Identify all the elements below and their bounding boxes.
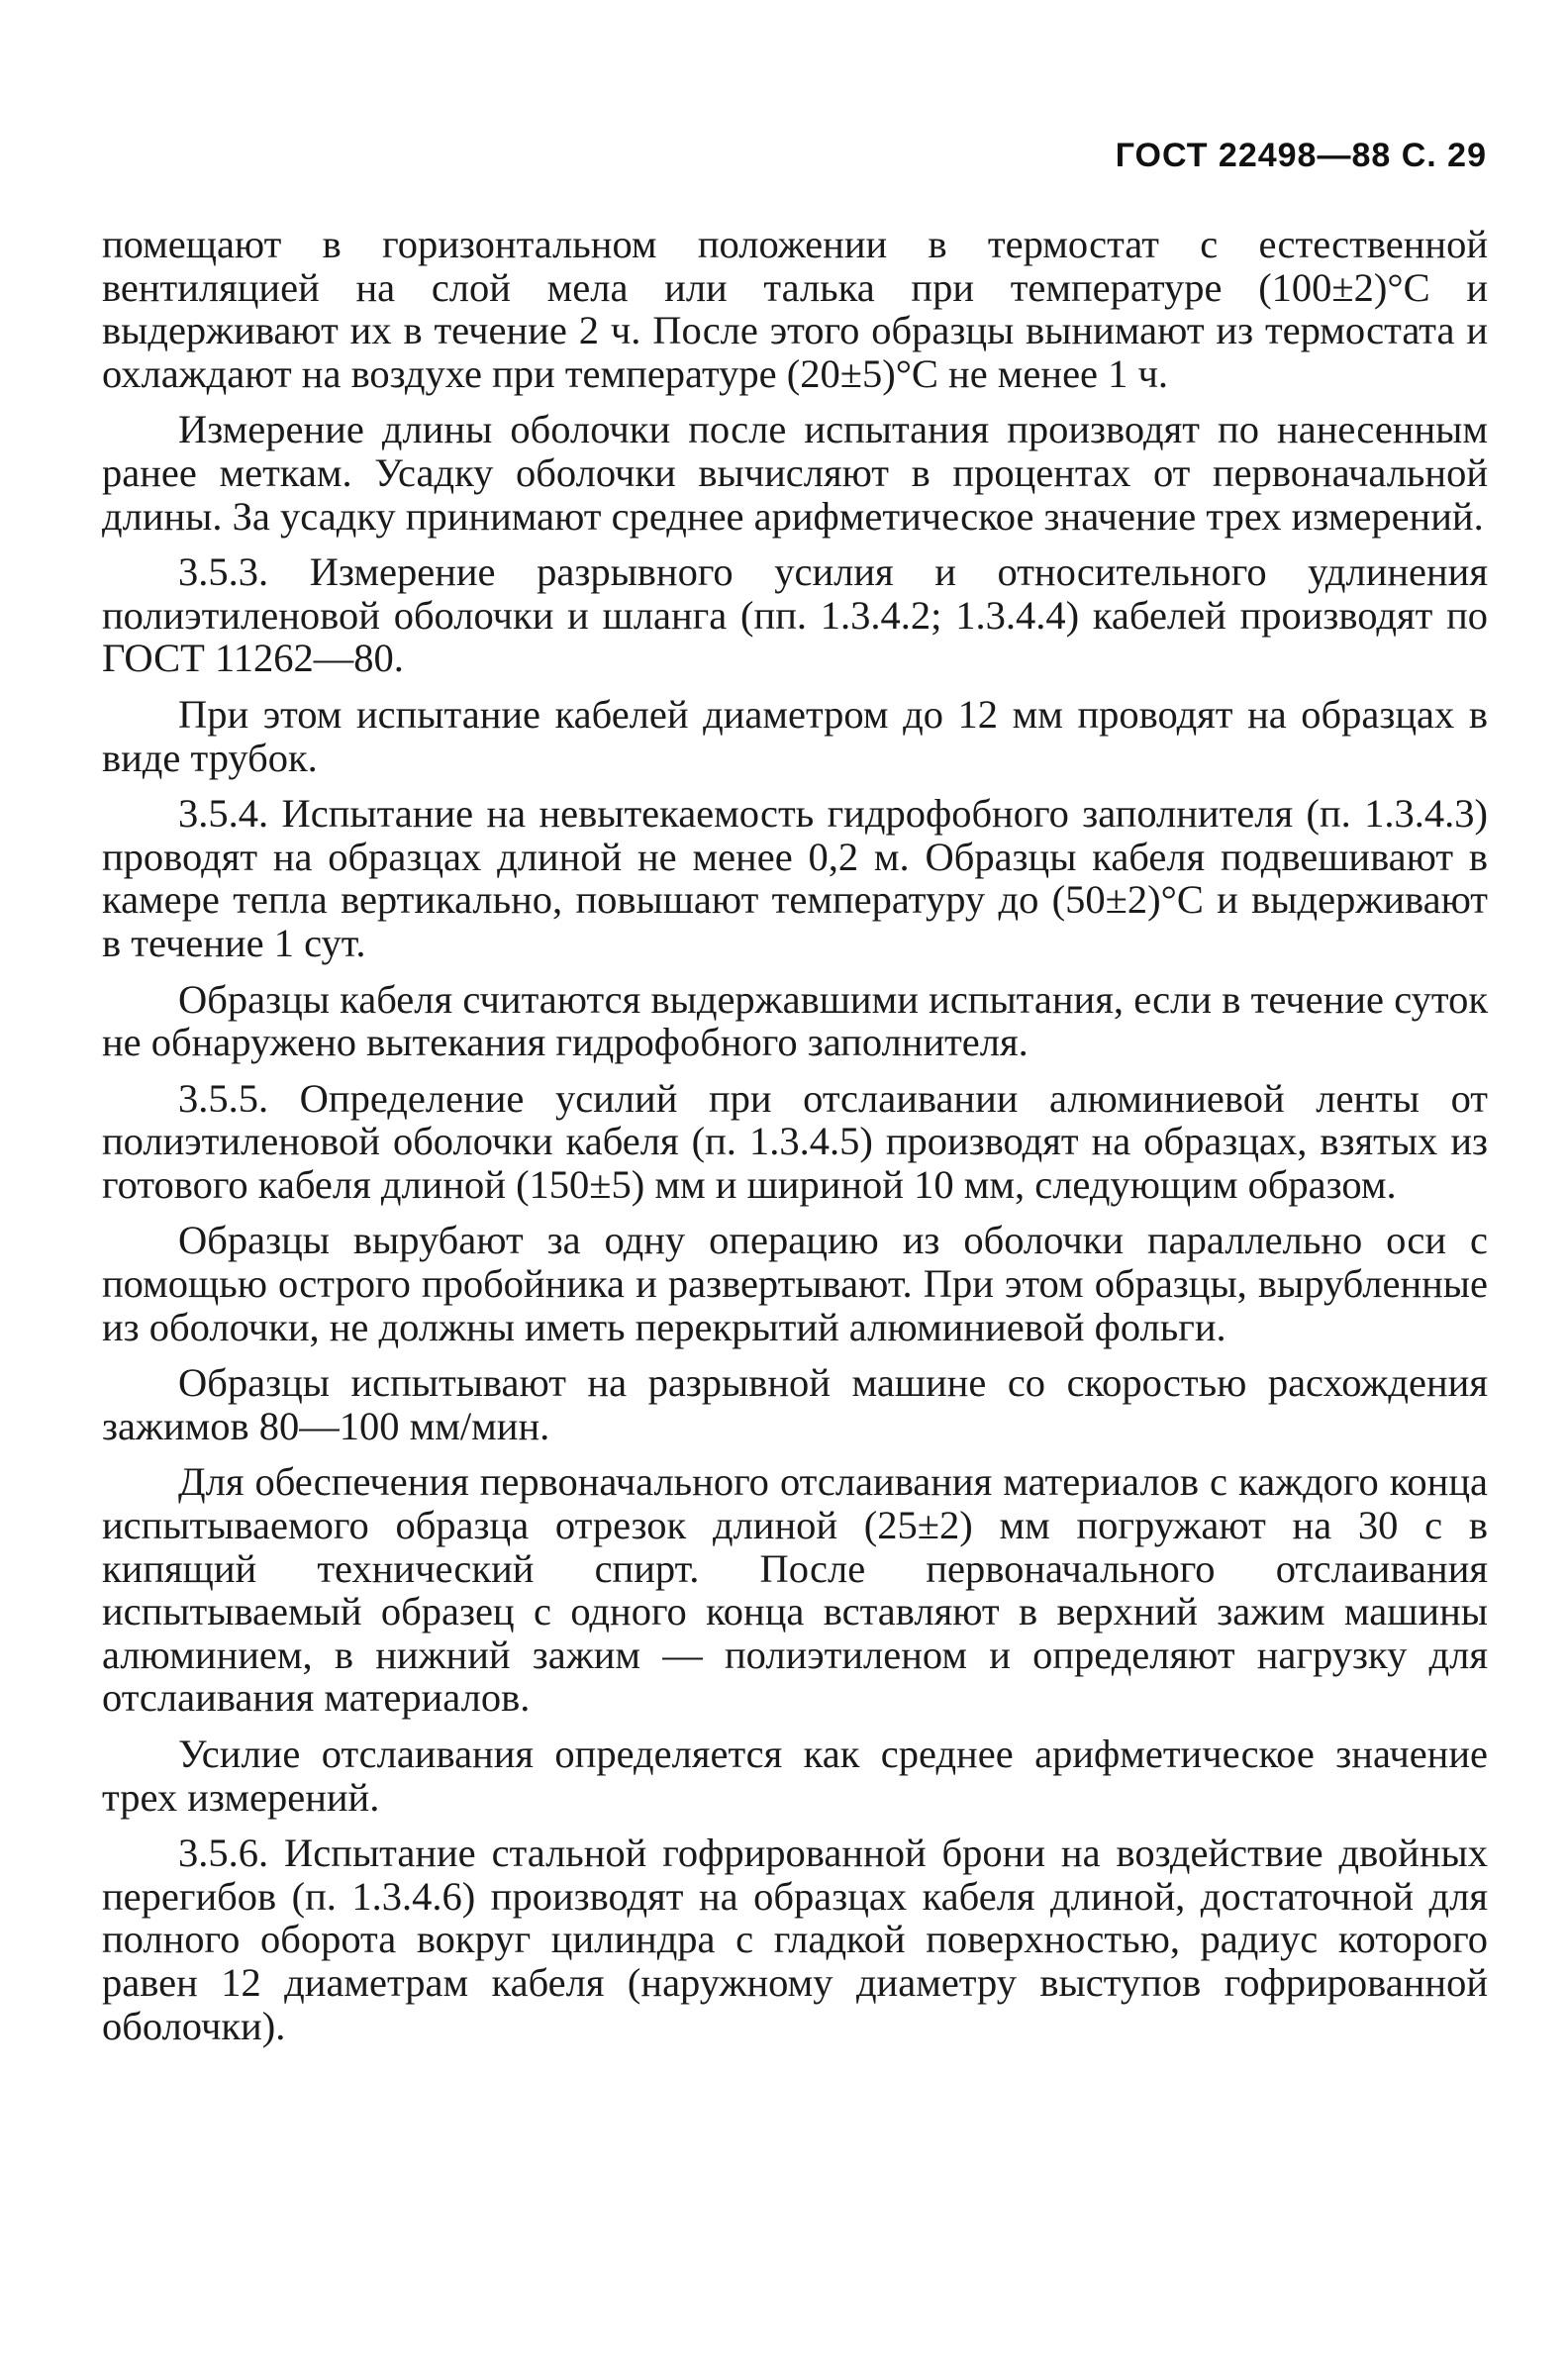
paragraph: 3.5.6. Испытание стальной гофрированной брони на воздействие двойных перегибов (п. 1.3.4.6) производят на образцах кабеля длиной, достаточной для полного оборота вокруг цилиндра с гладкой поверхностью, радиус которого равен 12 диаметрам кабеля (наружному диаметру выступов гофрированной оболочки). bbox=[102, 1831, 1488, 2048]
paragraph: Образцы испытывают на разрывной машине со скоростью расхождения зажимов 80—100 мм/мин. bbox=[102, 1360, 1488, 1448]
paragraph: При этом испытание кабелей диаметром до 12 мм проводят на образцах в виде трубок. bbox=[102, 691, 1488, 780]
paragraph: Для обеспечения первоначального отслаивания материалов с каждого конца испытываемого образца отрезок длиной (25±2) мм погружают на 30 с в кипящий технический спирт. После первоначального отслаивания испытываемый образец с одного конца вставляют в верхний зажим машины алюминием, в нижний зажим — полиэтиленом и определяют нагрузку для отслаивания материалов. bbox=[102, 1459, 1488, 1721]
paragraph: Образцы вырубают за одну операцию из оболочки параллельно оси с помощью острого пробойника и развертывают. При этом образцы, вырубленные из оболочки, не должны иметь перекрытий алюминиевой фольги. bbox=[102, 1218, 1488, 1349]
paragraph: 3.5.3. Измерение разрывного усилия и относительного удлинения полиэтиленовой оболочки и шланга (пп. 1.3.4.2; 1.3.4.4) кабелей производят по ГОСТ 11262—80. bbox=[102, 549, 1488, 681]
paragraph: Усилие отслаивания определяется как среднее арифметическое значение трех измерений. bbox=[102, 1732, 1488, 1820]
paragraph: Образцы кабеля считаются выдержавшими испытания, если в течение суток не обнаружено вытекания гидрофобного заполнителя. bbox=[102, 976, 1488, 1065]
page-header: ГОСТ 22498—88 С. 29 bbox=[1115, 137, 1487, 174]
body-text bbox=[102, 223, 1488, 2047]
paragraph: 3.5.4. Испытание на невытекаемость гидрофобного заполнителя (п. 1.3.4.3) проводят на образцах длиной не менее 0,2 м. Образцы кабеля подвешивают в камере тепла вертикально, повышают температуру до (50±2)°С и выдерживают в течение 1 сут. bbox=[102, 791, 1488, 965]
paragraph: 3.5.5. Определение усилий при отслаивании алюминиевой ленты от полиэтиленовой оболочки кабеля (п. 1.3.4.5) производят на образцах, взятых из готового кабеля длиной (150±5) мм и шириной 10 мм, следующим образом. bbox=[102, 1075, 1488, 1207]
paragraph: помещают в горизонтальном положении в термостат с естественной вентиляцией на слой мела или талька при температуре (100±2)°С и выдерживают их в течение 2 ч. После этого образцы вынимают из термостата и охлаждают на воздухе при температуре (20±5)°С не менее 1 ч. bbox=[102, 222, 1488, 396]
paragraph: Измерение длины оболочки после испытания производят по нанесенным ранее меткам. Усадку оболочки вычисляют в процентах от первоначальной длины. За усадку принимают среднее арифметическое значение трех измерений. bbox=[102, 407, 1488, 539]
